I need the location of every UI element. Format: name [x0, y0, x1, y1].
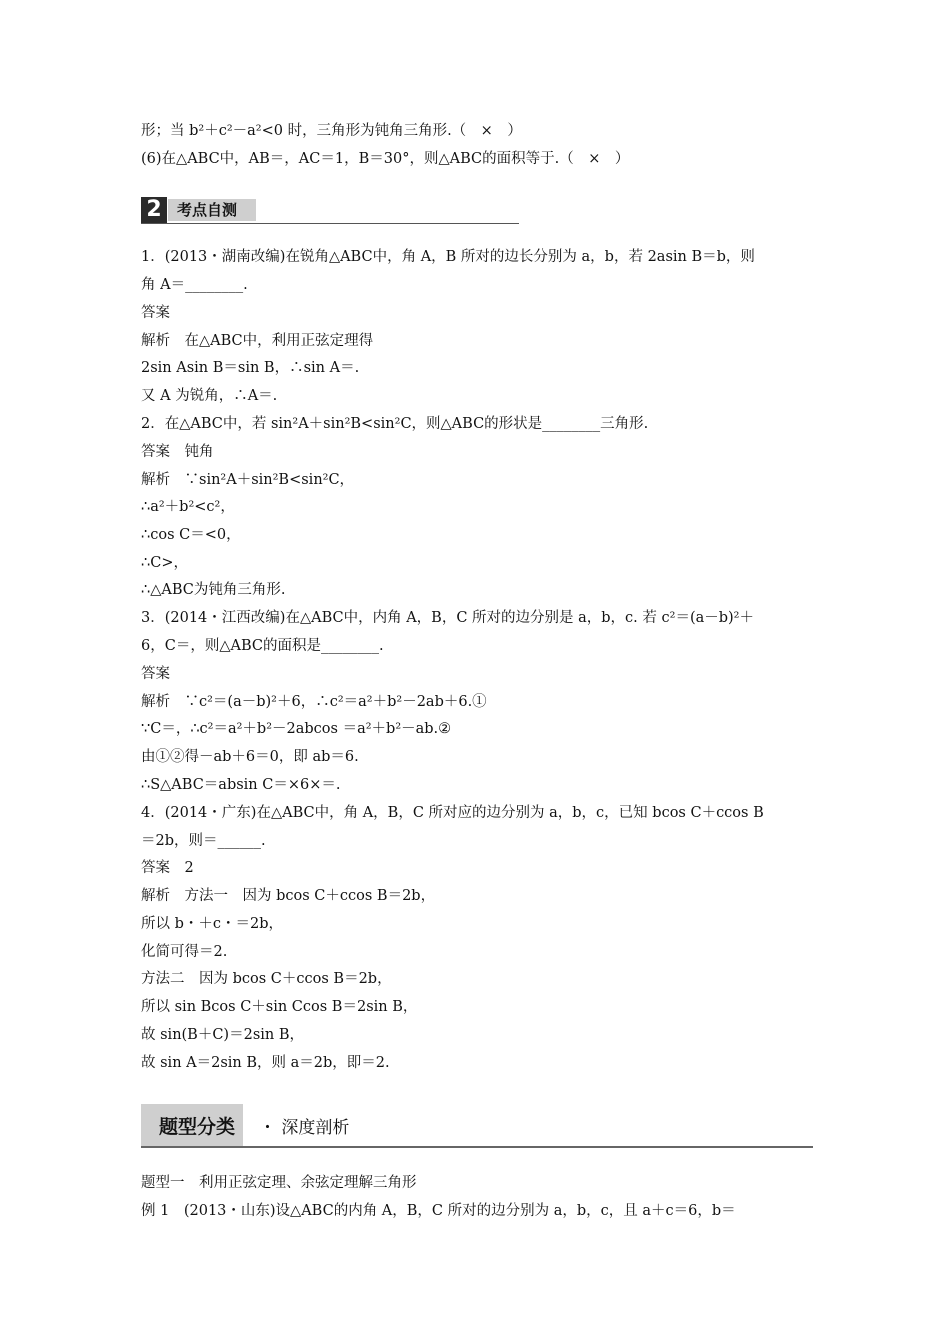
- body-line: 2sin Asin B＝sin B，∴sin A＝.: [141, 360, 360, 376]
- body-line: 方法二 因为 bcos C＋ccos B＝2b，: [141, 971, 392, 987]
- body-line: 故 sin A＝2sin B，则 a＝2b，即＝2.: [141, 1055, 390, 1071]
- body-line: 答案: [141, 666, 170, 682]
- body-line: 6，C＝，则△ABC的面积是________.: [141, 638, 384, 654]
- body-line: 4．(2014・广东)在△ABC中，角 A，B，C 所对应的边分别为 a，b，c，已知 bcos C＋ccos B: [141, 805, 764, 821]
- body-line: 所以 b・＋c・＝2b，: [141, 916, 284, 932]
- body-line: 又 A 为锐角，∴A＝.: [141, 388, 278, 404]
- question-types-banner: [141, 1104, 813, 1146]
- body-line: ∴cos C＝<0，: [141, 527, 241, 543]
- body-line: 2．在△ABC中，若 sin²A＋sin²B<sin²C，则△ABC的形状是________三角形.: [141, 416, 649, 432]
- body-line: ∴S△ABC＝absin C＝×6×＝.: [141, 777, 341, 793]
- body-line: 1．(2013・湖南改编)在锐角△ABC中，角 A，B 所对的边长分别为 a，b，若 2asin B＝b，则: [141, 249, 755, 265]
- body-line: 答案 2: [141, 860, 194, 876]
- body-line: 解析 方法一 因为 bcos C＋ccos B＝2b，: [141, 888, 436, 904]
- body-line: 答案 钝角: [141, 444, 214, 460]
- body-line: 化简可得＝2.: [141, 944, 228, 960]
- intro-line-1: 形；当 b²＋c²－a²<0 时，三角形为钝角三角形.（ × ）: [141, 123, 522, 139]
- body-line: ∴△ABC为钝角三角形.: [141, 582, 286, 598]
- body-line: 解析 ∵c²＝(a－b)²＋6，∴c²＝a²＋b²－2ab＋6.①: [141, 694, 487, 710]
- type-heading: 题型一 利用正弦定理、余弦定理解三角形: [141, 1175, 417, 1191]
- intro-line-2: (6)在△ABC中，AB＝，AC＝1，B＝30°，则△ABC的面积等于.（ × ）: [141, 151, 630, 167]
- body-line: 答案: [141, 305, 170, 321]
- body-line: 解析 在△ABC中，利用正弦定理得: [141, 333, 374, 349]
- banner-rule: [141, 1146, 813, 1148]
- banner-title: 题型分类: [159, 1116, 236, 1138]
- example-line: 例 1 (2013・山东)设△ABC的内角 A，B，C 所对的边分别为 a，b，c，且 a＋c＝6，b＝: [141, 1203, 736, 1219]
- body-line: ∵C＝，∴c²＝a²＋b²－2abcos ＝a²＋b²－ab.②: [141, 721, 452, 737]
- body-line: 解析 ∵sin²A＋sin²B<sin²C，: [141, 472, 355, 488]
- body-line: 3．(2014・江西改编)在△ABC中，内角 A，B，C 所对的边分别是 a，b，c. 若 c²＝(a－b)²＋: [141, 610, 754, 626]
- section-rule: [141, 223, 519, 224]
- body-line: 所以 sin Bcos C＋sin Ccos B＝2sin B，: [141, 999, 418, 1015]
- body-line: 由①②得－ab＋6＝0，即 ab＝6.: [141, 749, 359, 765]
- body-line: ∴a²＋b²<c²，: [141, 499, 235, 515]
- body-line: ＝2b，则＝______.: [141, 833, 266, 849]
- body-line: ∴C>，: [141, 555, 188, 571]
- section-2-header: [141, 197, 519, 225]
- banner-subtitle: ・ 深度剖析: [259, 1118, 350, 1138]
- section-title: 考点自测: [177, 201, 238, 219]
- body-line: 故 sin(B＋C)＝2sin B，: [141, 1027, 304, 1043]
- section-number-badge: 2: [141, 197, 167, 223]
- body-line: 角 A＝________.: [141, 277, 248, 293]
